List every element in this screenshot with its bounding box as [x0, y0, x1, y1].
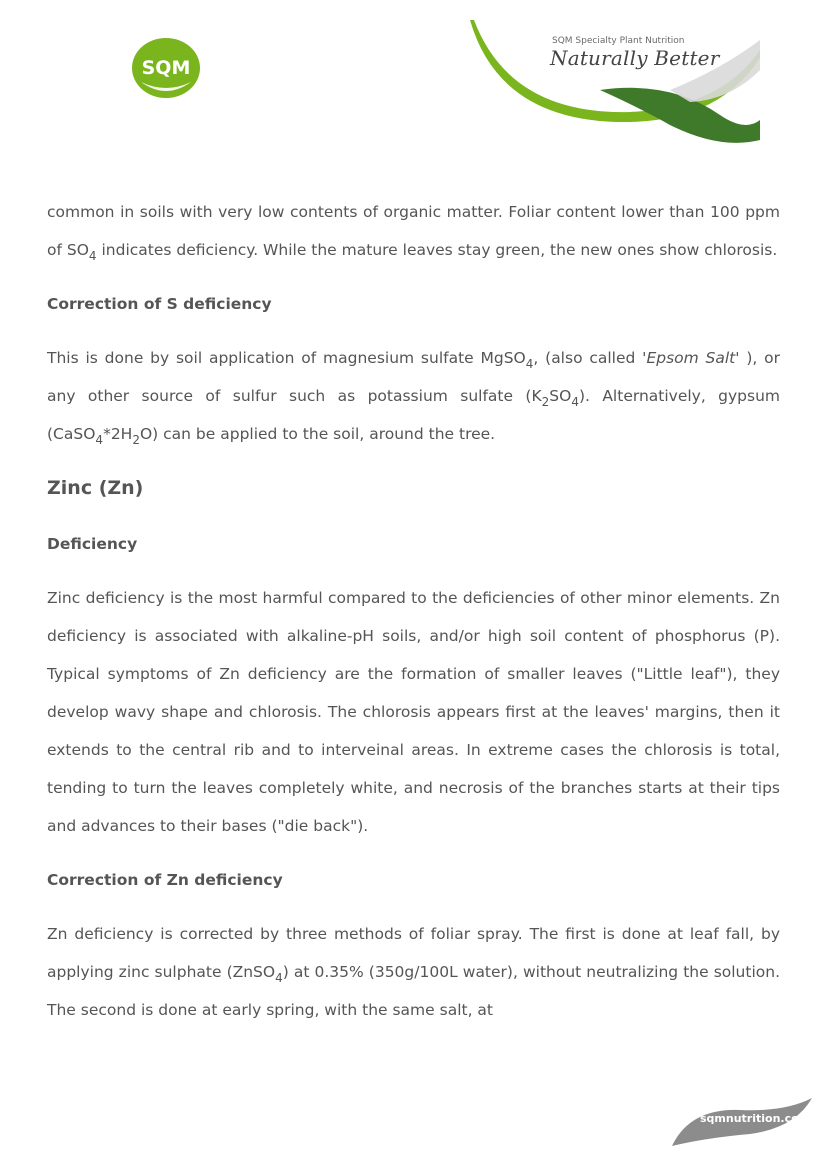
paragraph-s-correction: This is done by soil application of magnesium sulfate MgSO$_4$, (also called 'Epsom Salt' ), or any other source of sulfur such as potassium sulfate $(K_2SO_4)$. Alternatively, gypsum $(CaSO_4*2H_2O)$ can be applied to the soil, around the tree.: [47, 349, 781, 447]
footer-site-text: sqmnutrition.com: [700, 1112, 811, 1125]
logo-text: SQM: [141, 57, 191, 79]
paragraph-zinc-deficiency: Zinc deficiency is the most harmful compared to the deficiencies of other minor elements. Zn deficiency is associated with alkaline-pH soils, and/or high soil content of phosphorus (P). Typical symptoms of Zn deficiency are the formation of smaller leaves ("Little leaf"), they develop wavy shape and chlorosis. The chlorosis appears first at the leaves' margins, then it extends to the central rib and to interveinal areas. In extreme cases the chlorosis is total, tending to turn the leaves completely white, and necrosis of the branches starts at their tips and advances to their bases ("die back").: [47, 589, 780, 835]
paragraph-sulfur-intro: common in soils with very low contents of organic matter. Foliar content lower than 100 ppm of $SO_4$ indicates deficiency. While the mature leaves stay green, the new ones show chlorosis.: [47, 203, 780, 263]
tagline-big: Naturally Better: [550, 46, 720, 70]
heading-zinc: Zinc (Zn): [47, 477, 144, 499]
tagline-small: SQM Specialty Plant Nutrition: [552, 36, 685, 46]
heading-s-correction: Correction of S deficiency: [47, 295, 272, 313]
paragraph-zn-correction: Zn deficiency is corrected by three methods of foliar spray. The first is done at leaf fall, by applying zinc sulphate (ZnSO$_4$) at 0.35% (350g/100L water), without neutralizing the solution. The second is done at early spring, with the same salt, at: [47, 925, 780, 1019]
heading-deficiency: Deficiency: [47, 535, 138, 553]
sqm-logo-icon: [131, 38, 201, 100]
document-body: [47, 193, 780, 1029]
heading-zn-correction: Correction of Zn deficiency: [47, 871, 283, 889]
